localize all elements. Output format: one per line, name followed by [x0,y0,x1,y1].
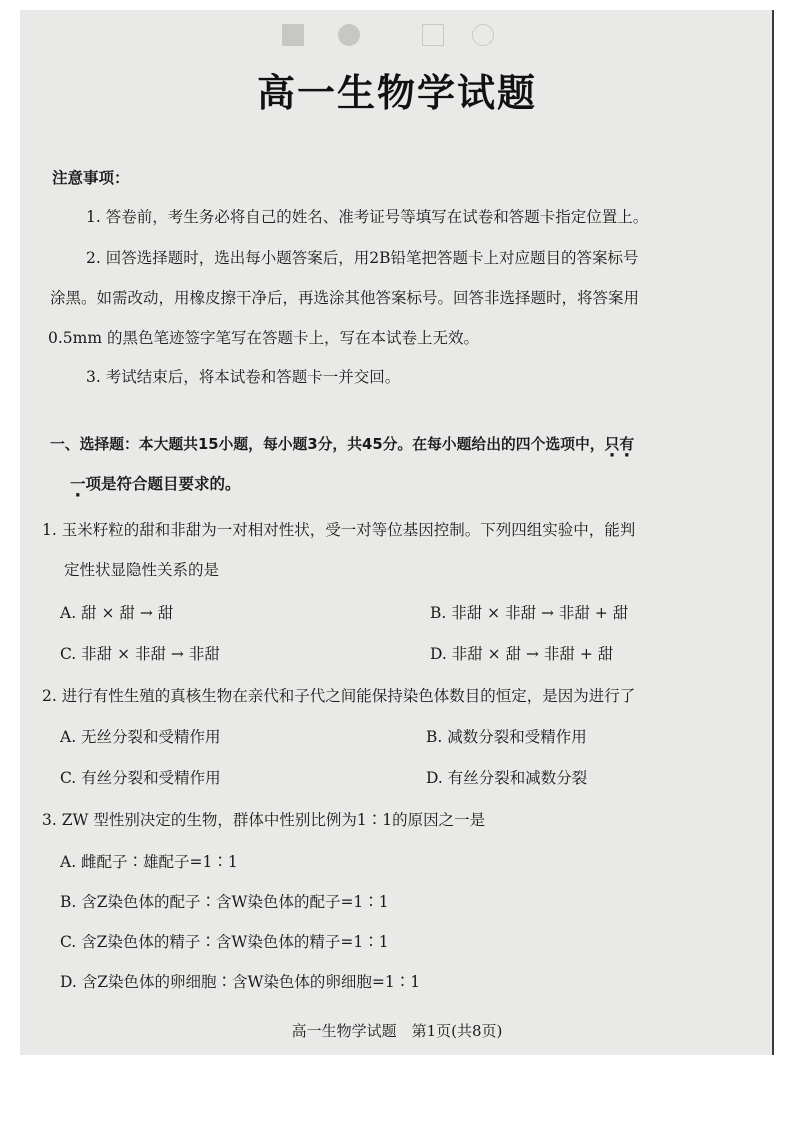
question-2-option-d: D. 有丝分裂和减数分裂 [426,769,588,787]
emphasized-char: 有 [619,436,635,453]
emphasized-char: 一 [70,475,86,493]
question-2-option-b: B. 减数分裂和受精作用 [426,728,587,746]
notice-item-2-line-3: 0.5mm 的黑色笔迹签字笔写在答题卡上，写在本试卷上无效。 [48,329,479,347]
notice-heading: 注意事项： [52,169,130,187]
question-2-option-c: C. 有丝分裂和受精作用 [60,769,221,787]
question-1-option-c: C. 非甜 × 非甜 → 非甜 [60,645,220,663]
emphasized-char: 只 [604,436,620,453]
question-1-stem-line-2: 定性状显隐性关系的是 [64,561,220,579]
notice-item-2-line-1: 2. 回答选择题时，选出每小题答案后，用2B铅笔把答题卡上对应题目的答案标号 [86,249,639,267]
exam-page [20,10,774,1055]
section-1-instructions-text: 项是符合题目要求的。 [85,475,241,493]
bleed-through-square-icon [422,24,444,46]
question-2-option-a: A. 无丝分裂和受精作用 [60,728,221,746]
question-3-option-a: A. 雌配子∶雄配子=1∶1 [60,853,238,871]
page-edge-line [772,10,774,1055]
bleed-through-circle-icon [338,24,360,46]
question-3-stem: 3. ZW 型性别决定的生物，群体中性别比例为1∶1的原因之一是 [42,811,486,829]
question-3-option-b: B. 含Z染色体的配子∶含W染色体的配子=1∶1 [60,893,389,911]
page-footer: 高一生物学试题 第1页(共8页) [291,1022,503,1040]
question-1-option-d: D. 非甜 × 甜 → 非甜 + 甜 [430,645,614,663]
question-1-option-b: B. 非甜 × 非甜 → 非甜 + 甜 [430,604,629,622]
notice-item-1: 1. 答卷前，考生务必将自己的姓名、准考证号等填写在试卷和答题卡指定位置上。 [86,208,649,226]
page-title: 高一生物学试题 [256,71,537,115]
question-1-stem-line-1: 1. 玉米籽粒的甜和非甜为一对相对性状，受一对等位基因控制。下列四组实验中，能判 [42,521,636,539]
question-1-option-a: A. 甜 × 甜 → 甜 [60,604,174,622]
notice-item-2-line-2: 涂黑。如需改动，用橡皮擦干净后，再选涂其他答案标号。回答非选择题时，将答案用 [50,289,640,307]
question-3-option-d: D. 含Z染色体的卵细胞∶含W染色体的卵细胞=1∶1 [60,973,421,991]
section-1-instructions-line-2 [70,472,241,494]
notice-item-3: 3. 考试结束后，将本试卷和答题卡一并交回。 [86,368,401,386]
bleed-through-circle-icon [472,24,494,46]
question-2-stem: 2. 进行有性生殖的真核生物在亲代和子代之间能保持染色体数目的恒定，是因为进行了 [42,687,636,705]
question-3-option-c: C. 含Z染色体的精子∶含W染色体的精子=1∶1 [60,933,389,951]
bleed-through-square-icon [282,24,304,46]
section-1-instructions-text: 一、选择题：本大题共15小题，每小题3分，共45分。在每小题给出的四个选项中， [50,436,605,453]
section-1-instructions-line-1 [50,433,634,454]
